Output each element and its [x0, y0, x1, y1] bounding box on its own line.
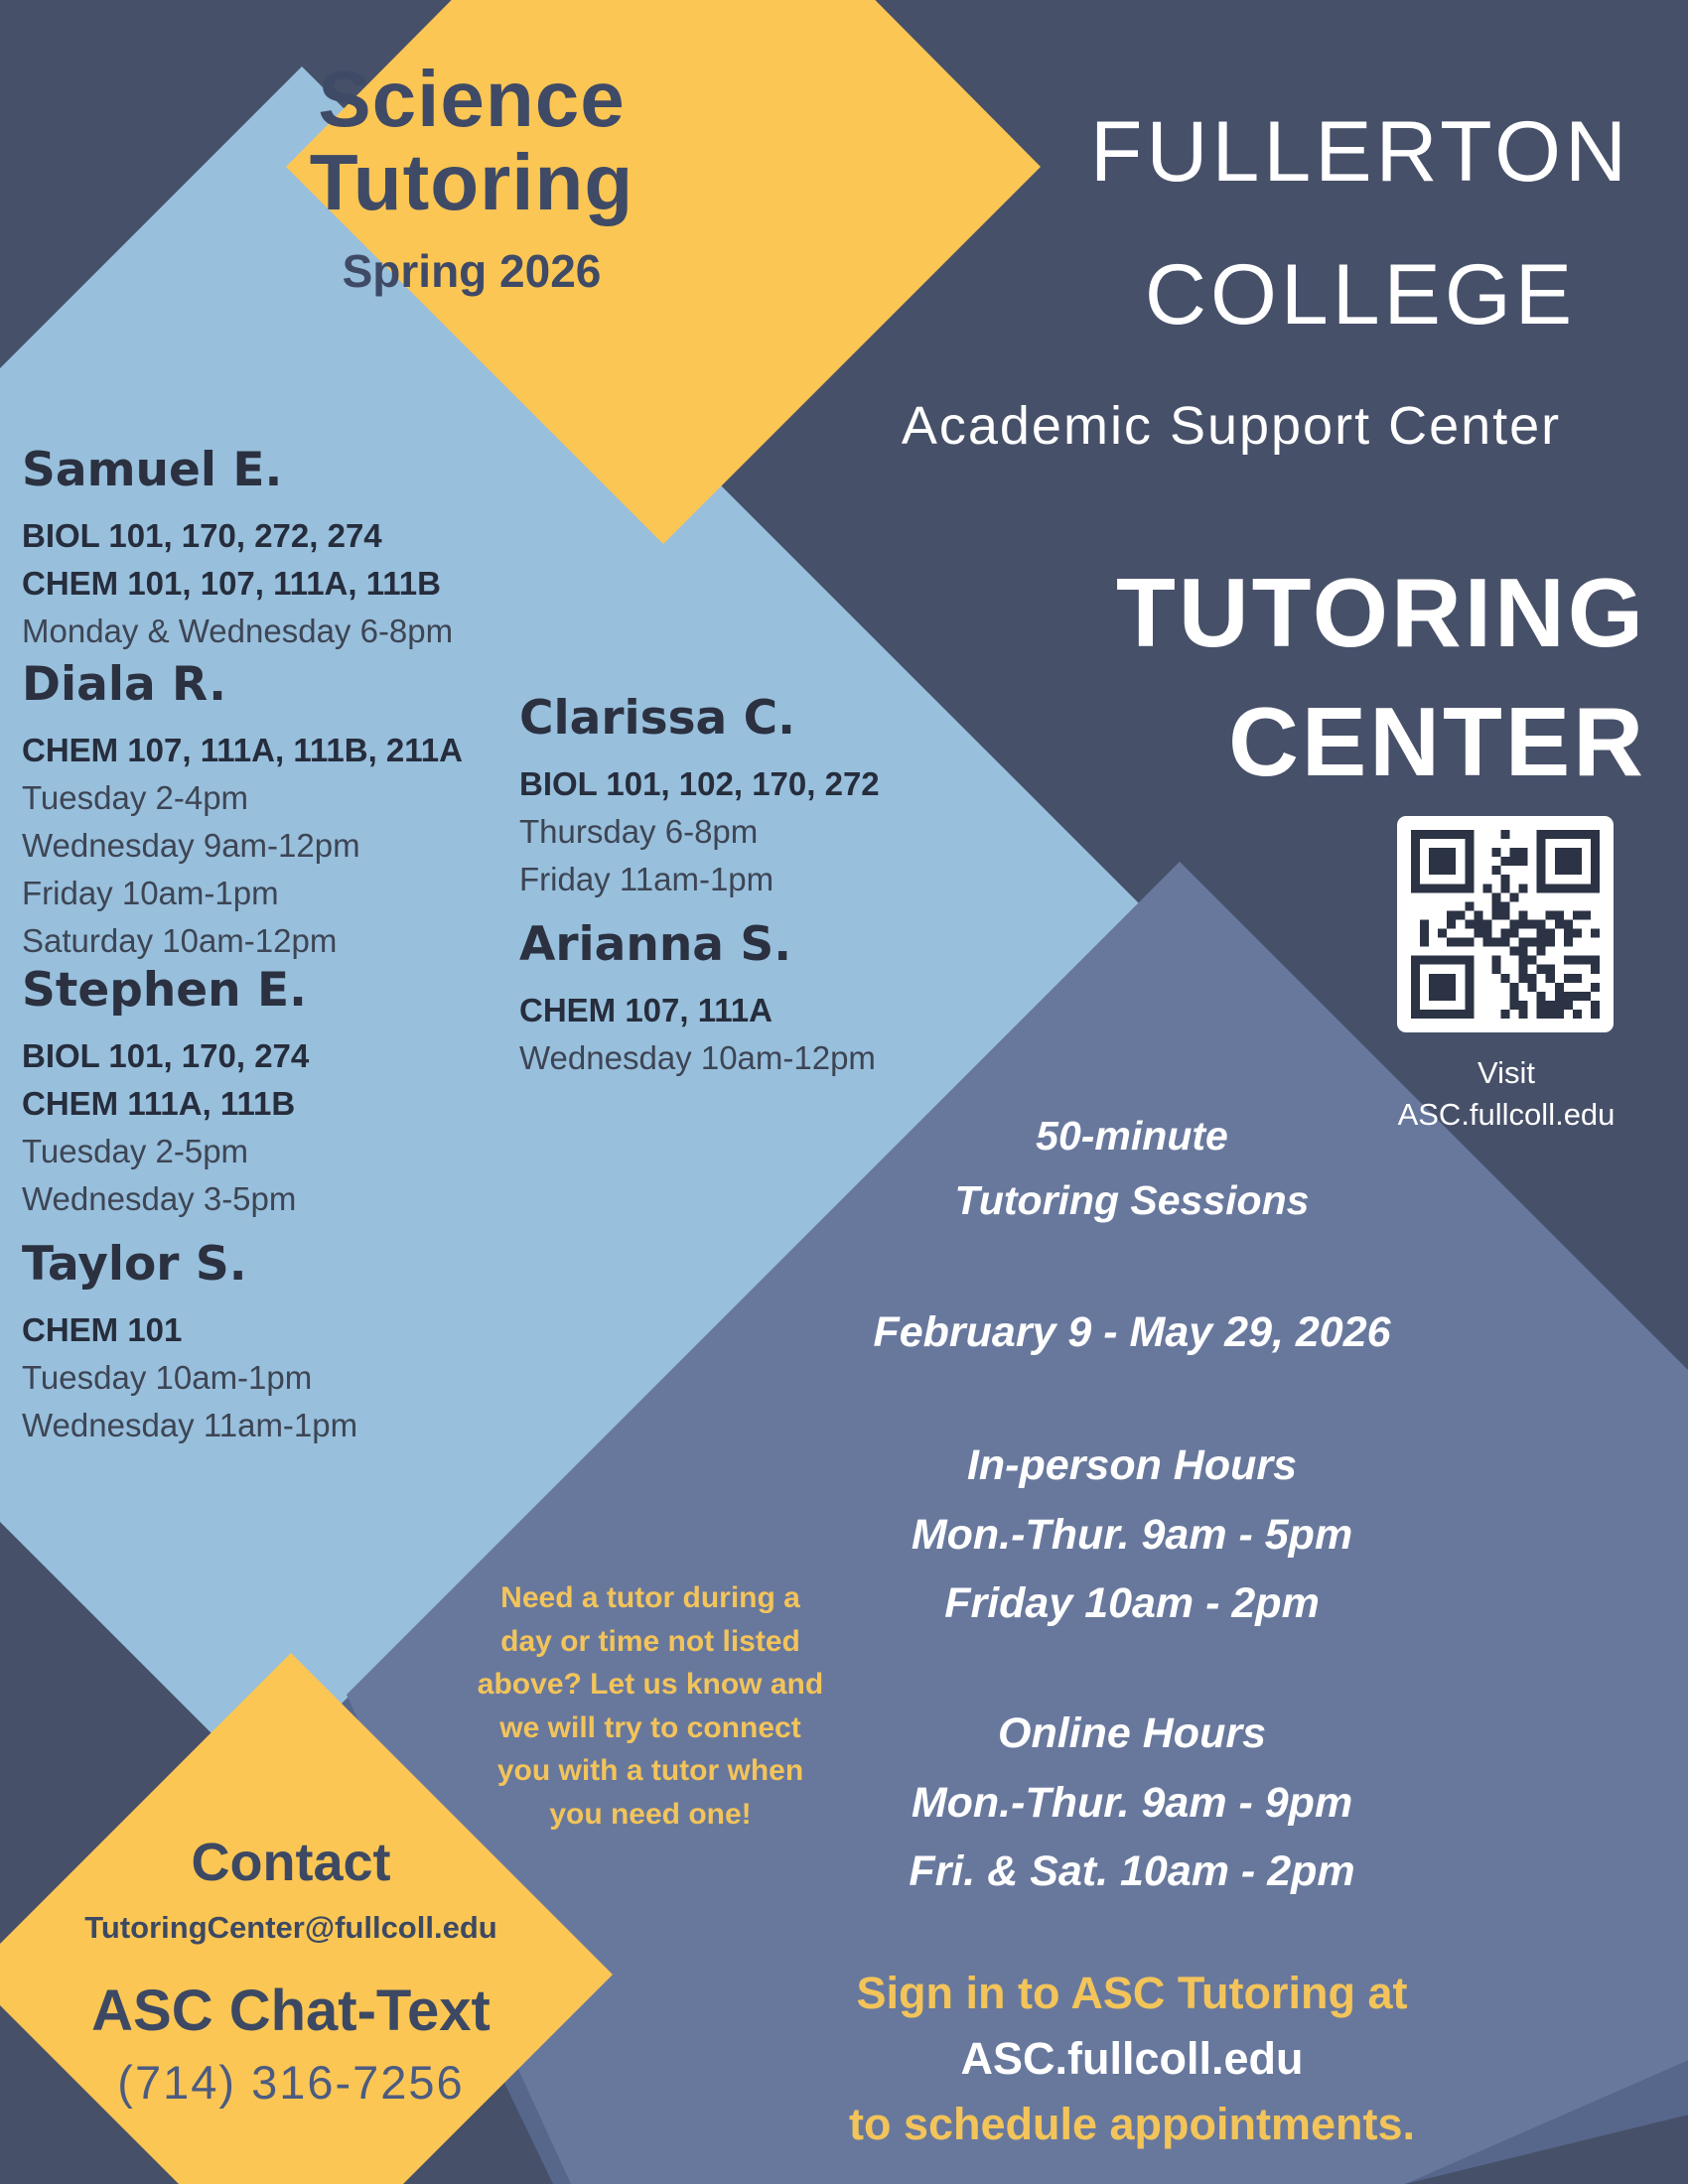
tutor-schedule: Friday 11am-1pm [519, 860, 774, 897]
tutoring-center-title [894, 558, 1646, 822]
need-tutor-note-line6: you need one! [549, 1797, 752, 1831]
contact-chat-text-title: ASC Chat-Text [91, 1979, 491, 2043]
tutor-name: Taylor S. [22, 1237, 247, 1292]
qr-caption-url: ASC.fullcoll.edu [1397, 1096, 1616, 1132]
tutor-name: Clarissa C. [519, 691, 795, 746]
sign-in-line3: to schedule appointments. [848, 2099, 1416, 2150]
tutor-entry-taylor [22, 1239, 498, 1449]
tutor-courses: BIOL 101, 170, 272, 274 [22, 516, 382, 554]
qr-code-pattern [1411, 830, 1600, 1019]
tutor-schedule: Tuesday 2-5pm [22, 1132, 249, 1169]
tutor-courses: CHEM 107, 111A [519, 991, 773, 1028]
qr-caption-line1: Visit [1477, 1055, 1535, 1090]
need-tutor-note-line2: day or time not listed [500, 1624, 800, 1658]
contact-phone-number: (714) 316-7256 [117, 2056, 465, 2109]
semester-subtitle: Spring 2026 [342, 245, 602, 297]
tutor-courses: CHEM 101 [22, 1310, 183, 1348]
science-title-line1: Science [318, 55, 626, 143]
online-hours-weekdays: Mon.-Thur. 9am - 9pm [911, 1778, 1353, 1827]
tutor-schedule: Monday & Wednesday 6-8pm [22, 612, 454, 649]
tutor-entry-stephen [22, 965, 498, 1223]
contact-email: TutoringCenter@fullcoll.edu [84, 1910, 497, 1945]
in-person-hours-weekdays: Mon.-Thur. 9am - 5pm [911, 1510, 1353, 1559]
need-tutor-note [417, 1576, 884, 1836]
in-person-hours-title: In-person Hours [966, 1441, 1298, 1489]
tutor-name: Arianna S. [519, 917, 792, 972]
tutoring-center-line1: TUTORING [1116, 558, 1646, 667]
in-person-hours-friday: Friday 10am - 2pm [944, 1579, 1320, 1628]
need-tutor-note-line5: you with a tutor when [496, 1754, 804, 1787]
department-name: Academic Support Center [901, 396, 1562, 456]
college-name-line1: FULLERTON [1089, 104, 1631, 200]
tutor-schedule: Wednesday 3-5pm [22, 1179, 297, 1217]
tutor-entry-diala [22, 659, 498, 965]
tutor-schedule: Saturday 10am-12pm [22, 921, 338, 959]
contact-title: Contact [191, 1833, 391, 1892]
session-length-line1: 50-minute [1036, 1113, 1228, 1159]
sign-in-url: ASC.fullcoll.edu [960, 2033, 1304, 2085]
online-hours-weekend: Fri. & Sat. 10am - 2pm [909, 1847, 1355, 1896]
tutor-courses: BIOL 101, 102, 170, 272 [519, 764, 880, 802]
need-tutor-note-line3: above? Let us know and [477, 1668, 824, 1701]
college-name-line2: COLLEGE [1144, 247, 1577, 342]
tutor-entry-samuel [22, 445, 498, 655]
tutor-entry-clarissa [519, 693, 996, 903]
tutor-schedule: Tuesday 10am-1pm [22, 1358, 313, 1396]
tutor-courses: CHEM 101, 107, 111A, 111B [22, 564, 441, 602]
tutor-courses: BIOL 101, 170, 274 [22, 1036, 310, 1074]
tutor-schedule: Wednesday 9am-12pm [22, 826, 360, 864]
science-title-line2: Tutoring [309, 138, 634, 226]
need-tutor-note-line4: we will try to connect [499, 1710, 801, 1744]
tutor-schedule: Friday 10am-1pm [22, 874, 279, 911]
session-length-line2: Tutoring Sessions [954, 1176, 1310, 1223]
tutor-schedule: Wednesday 10am-12pm [519, 1038, 876, 1076]
sign-in-line1: Sign in to ASC Tutoring at [856, 1968, 1408, 2018]
tutoring-center-line2: CENTER [1228, 687, 1646, 796]
online-hours-title: Online Hours [998, 1709, 1266, 1757]
science-tutoring-title [194, 55, 750, 298]
tutor-name: Samuel E. [22, 443, 283, 497]
tutor-schedule: Thursday 6-8pm [519, 812, 759, 850]
session-dates: February 9 - May 29, 2026 [873, 1308, 1391, 1356]
tutor-name: Stephen E. [22, 963, 307, 1018]
tutor-schedule: Wednesday 11am-1pm [22, 1406, 358, 1443]
tutor-name: Diala R. [22, 657, 226, 712]
college-name [1053, 104, 1668, 395]
tutor-schedule: Tuesday 2-4pm [22, 778, 249, 816]
sign-in-instructions [765, 1961, 1499, 2157]
tutor-entry-arianna [519, 919, 996, 1082]
session-length [765, 1104, 1499, 1233]
tutor-courses: CHEM 107, 111A, 111B, 211A [22, 731, 463, 768]
tutor-courses: CHEM 111A, 111B [22, 1084, 296, 1122]
qr-code [1397, 816, 1614, 1032]
need-tutor-note-line1: Need a tutor during a [500, 1581, 800, 1614]
